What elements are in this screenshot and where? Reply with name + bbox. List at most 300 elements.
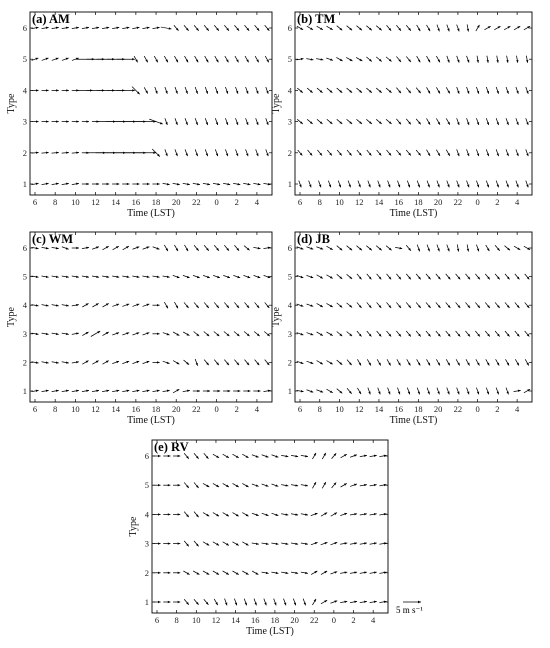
wind-vector-type2-h3 bbox=[360, 571, 367, 573]
wind-vector-type4-h19 bbox=[165, 87, 168, 94]
wind-vector-type1-h3 bbox=[506, 388, 509, 395]
wind-vector-type1-h7 bbox=[306, 390, 313, 393]
wind-vector-type3-h8 bbox=[52, 333, 59, 335]
wind-vector-type6-h2 bbox=[234, 25, 239, 31]
wind-vector-type4-h12 bbox=[357, 302, 362, 308]
x-tick-label: 6 bbox=[32, 404, 38, 414]
wind-vector-type6-h15 bbox=[123, 246, 129, 250]
wind-vector-type4-h21 bbox=[301, 513, 308, 515]
y-tick-label: 3 bbox=[287, 116, 292, 127]
wind-vector-type5-h17 bbox=[142, 276, 149, 278]
x-tick-label: 22 bbox=[453, 404, 463, 414]
wind-vector-type5-h10 bbox=[336, 57, 342, 61]
wind-vector-type4-h21 bbox=[446, 87, 450, 93]
wind-vector-type1-h11 bbox=[348, 181, 351, 188]
wind-vector-type3-h19 bbox=[426, 331, 431, 337]
wind-vector-type1-h4 bbox=[253, 390, 260, 392]
wind-vector-type3-h1 bbox=[225, 118, 228, 125]
wind-vector-type1-h7 bbox=[309, 181, 312, 188]
wind-vector-type5-h21 bbox=[446, 274, 451, 280]
wind-vector-type1-h20 bbox=[437, 181, 440, 188]
x-tick-label: 8 bbox=[317, 404, 322, 414]
wind-vector-type1-h2 bbox=[350, 601, 357, 603]
wind-vector-type6-h12 bbox=[213, 454, 219, 458]
wind-vector-type1-h15 bbox=[122, 183, 129, 185]
wind-vector-type2-h23 bbox=[467, 149, 470, 156]
wind-vector-type3-h10 bbox=[72, 120, 79, 122]
panel-title: (c) WM bbox=[32, 232, 74, 246]
wind-vector-type5-h16 bbox=[396, 56, 401, 62]
wind-vector-type5-h19 bbox=[427, 56, 431, 62]
x-tick-label: 6 bbox=[32, 197, 38, 207]
wind-vector-type4-h11 bbox=[82, 303, 88, 307]
wind-vector-type6-h20 bbox=[291, 455, 298, 457]
wind-vector-type1-h9 bbox=[62, 390, 69, 392]
wind-vector-type5-h5 bbox=[525, 274, 530, 280]
wind-vector-type1-h10 bbox=[72, 390, 79, 392]
wind-vector-type1-h12 bbox=[214, 599, 218, 605]
wind-vector-type5-h11 bbox=[346, 57, 352, 61]
wind-vector-type5-h19 bbox=[163, 276, 170, 278]
wind-vector-type4-h1 bbox=[224, 302, 229, 308]
wind-vector-type2-h3 bbox=[505, 359, 509, 365]
panel-title: (d) JB bbox=[297, 232, 330, 246]
wind-vector-type1-h15 bbox=[388, 181, 391, 188]
wind-vector-type1-h5 bbox=[526, 181, 529, 188]
wind-vector-type2-h22 bbox=[195, 149, 198, 156]
wind-vector-type6-h21 bbox=[301, 455, 308, 457]
wind-vector-type1-h2 bbox=[233, 390, 240, 392]
wind-vector-type3-h20 bbox=[173, 332, 179, 336]
wind-vector-type2-h4 bbox=[255, 360, 260, 366]
wind-vector-type4-h7 bbox=[41, 89, 48, 91]
y-tick-label: 5 bbox=[144, 480, 149, 491]
wind-vector-type5-h3 bbox=[243, 275, 250, 278]
plot-frame bbox=[30, 232, 272, 402]
wind-vector-type1-h11 bbox=[82, 183, 89, 185]
y-tick-label: 1 bbox=[22, 386, 27, 396]
wind-vector-type2-h14 bbox=[377, 150, 382, 156]
wind-vector-type6-h3 bbox=[505, 246, 511, 251]
x-tick-label: 10 bbox=[335, 404, 344, 414]
wind-vector-type3-h12 bbox=[356, 119, 362, 124]
wind-vector-type4-h7 bbox=[306, 304, 313, 307]
wind-vector-type3-h8 bbox=[173, 542, 180, 544]
wind-vector-type5-h10 bbox=[194, 482, 199, 488]
y-tick-label: 2 bbox=[287, 357, 292, 368]
wind-vector-type6-h8 bbox=[173, 455, 180, 457]
wind-vector-type2-h1 bbox=[486, 359, 490, 365]
x-tick-label: 22 bbox=[453, 197, 463, 207]
plot-frame bbox=[295, 12, 532, 195]
wind-vector-type5-h17 bbox=[262, 484, 269, 487]
x-tick-label: 16 bbox=[251, 615, 260, 625]
wind-vector-type3-h6 bbox=[297, 119, 303, 124]
wind-vector-type1-h12 bbox=[357, 388, 361, 394]
wind-vector-type4-h16 bbox=[396, 302, 401, 308]
wind-vector-type3-h6 bbox=[153, 542, 160, 544]
wind-vector-type1-h20 bbox=[293, 599, 296, 606]
wind-vector-type5-h19 bbox=[164, 56, 168, 62]
wind-vector-type5-h8 bbox=[316, 58, 323, 60]
wind-vector-type2-h8 bbox=[52, 152, 59, 154]
wind-vector-type5-h9 bbox=[326, 58, 333, 61]
x-tick-label: 18 bbox=[414, 197, 423, 207]
wind-vector-type6-h6 bbox=[153, 455, 160, 457]
wind-vector-type6-h7 bbox=[163, 455, 170, 457]
wind-vector-type6-h1 bbox=[486, 245, 490, 251]
wind-vector-type3-h16 bbox=[396, 331, 401, 337]
wind-vector-type1-h9 bbox=[184, 599, 189, 605]
wind-vector-type1-h18 bbox=[153, 390, 160, 392]
wind-vector-type5-h3 bbox=[506, 56, 508, 63]
wind-vector-type4-h18 bbox=[155, 87, 158, 94]
panel-1 bbox=[271, 12, 532, 219]
wind-vector-type6-h16 bbox=[132, 247, 139, 250]
wind-vector-type6-h20 bbox=[437, 245, 440, 252]
x-tick-label: 8 bbox=[53, 197, 58, 207]
wind-vector-type5-h2 bbox=[496, 56, 498, 63]
wind-vector-type6-h18 bbox=[272, 455, 279, 458]
wind-vector-type2-h17 bbox=[406, 150, 411, 156]
wind-vector-type4-h10 bbox=[72, 89, 79, 91]
wind-vector-type4-h22 bbox=[195, 87, 198, 94]
wind-vector-type3-h23 bbox=[204, 331, 210, 336]
wind-vector-type1-h1 bbox=[486, 388, 489, 395]
wind-vector-type3-h6 bbox=[31, 120, 38, 122]
wind-vector-type1-h9 bbox=[328, 181, 331, 188]
wind-vector-type6-h12 bbox=[356, 246, 362, 251]
wind-vector-type6-h2 bbox=[494, 26, 500, 30]
wind-vector-type2-h19 bbox=[281, 572, 288, 574]
x-tick-label: 18 bbox=[151, 404, 161, 414]
wind-vector-type2-h4 bbox=[516, 149, 519, 156]
wind-vector-type6-h10 bbox=[72, 247, 79, 249]
wind-vector-type5-h15 bbox=[122, 276, 129, 278]
x-tick-label: 14 bbox=[111, 197, 120, 207]
wind-vector-type6-h16 bbox=[396, 25, 401, 31]
wind-vector-type2-h13 bbox=[367, 359, 371, 365]
wind-vector-type2-h3 bbox=[245, 360, 250, 366]
wind-vector-type2-h1 bbox=[340, 571, 347, 573]
wind-vector-type3-h17 bbox=[262, 543, 269, 545]
wind-vector-type1-h4 bbox=[514, 390, 521, 392]
y-tick-label: 2 bbox=[287, 147, 292, 158]
x-tick-label: 18 bbox=[414, 404, 423, 414]
wind-vector-type3-h0 bbox=[475, 331, 480, 337]
wind-vector-type4-h17 bbox=[406, 302, 411, 308]
wind-vector-type6-h11 bbox=[347, 26, 353, 31]
wind-vector-type2-h2 bbox=[236, 149, 239, 156]
wind-vector-type3-h0 bbox=[214, 331, 220, 336]
wind-vector-type6-h0 bbox=[332, 453, 337, 459]
wind-vector-type2-h11 bbox=[347, 360, 352, 366]
wind-vector-type3-h5 bbox=[379, 542, 386, 544]
wind-vector-type2-h0 bbox=[476, 149, 479, 156]
wind-vector-type1-h12 bbox=[358, 181, 361, 188]
wind-vector-type4-h1 bbox=[486, 87, 489, 94]
wind-vector-type3-h2 bbox=[236, 118, 239, 125]
wind-vector-type3-h19 bbox=[281, 543, 288, 545]
wind-vector-type6-h3 bbox=[504, 26, 510, 30]
wind-vector-type6-h19 bbox=[161, 27, 172, 30]
wind-vector-type3-h13 bbox=[223, 542, 229, 546]
wind-vector-type5-h19 bbox=[426, 274, 431, 280]
wind-vector-type5-h13 bbox=[223, 483, 229, 487]
wind-vector-type1-h17 bbox=[407, 181, 410, 188]
wind-vector-type6-h14 bbox=[376, 246, 382, 251]
wind-vector-type1-h10 bbox=[194, 599, 199, 605]
wind-vector-type6-h4 bbox=[253, 247, 260, 249]
x-tick-label: 0 bbox=[214, 197, 219, 207]
wind-vector-type2-h23 bbox=[466, 359, 470, 365]
wind-vector-type5-h4 bbox=[516, 56, 518, 63]
wind-vector-type2-h2 bbox=[496, 359, 500, 365]
wind-vector-type4-h12 bbox=[213, 513, 219, 517]
wind-vector-type3-h1 bbox=[340, 542, 347, 544]
y-tick-label: 3 bbox=[22, 328, 27, 339]
wind-vector-type4-h15 bbox=[117, 89, 135, 91]
wind-vector-type6-h10 bbox=[337, 26, 343, 31]
wind-vector-type3-h22 bbox=[456, 331, 461, 337]
wind-vector-type3-h12 bbox=[91, 331, 100, 336]
wind-vector-type1-h14 bbox=[112, 390, 119, 392]
wind-vector-type3-h11 bbox=[82, 332, 88, 336]
wind-vector-type1-h19 bbox=[163, 183, 170, 185]
wind-vector-type1-h4 bbox=[253, 183, 260, 185]
wind-vector-type2-h21 bbox=[184, 360, 190, 365]
wind-vector-type4-h10 bbox=[72, 304, 79, 306]
wind-vector-type3-h3 bbox=[244, 331, 250, 336]
wind-vector-type5-h12 bbox=[213, 483, 219, 487]
wind-vector-type3-h1 bbox=[486, 118, 489, 125]
wind-vector-type4-h3 bbox=[506, 87, 509, 94]
wind-vector-type1-h20 bbox=[173, 183, 180, 185]
wind-vector-type3-h3 bbox=[246, 118, 249, 125]
wind-vector-type1-h4 bbox=[516, 181, 519, 188]
x-tick-label: 10 bbox=[71, 404, 80, 414]
wind-vector-type3-h9 bbox=[62, 120, 69, 122]
wind-vector-type1-h17 bbox=[264, 599, 267, 606]
wind-vector-type4-h5 bbox=[526, 87, 529, 94]
wind-vector-type1-h15 bbox=[122, 390, 129, 392]
x-tick-label: 2 bbox=[495, 404, 500, 414]
wind-vector-type2-h6 bbox=[31, 152, 38, 154]
x-tick-label: 0 bbox=[475, 197, 480, 207]
wind-vector-type6-h14 bbox=[376, 26, 382, 31]
panel-0 bbox=[6, 12, 272, 219]
x-tick-label: 6 bbox=[154, 615, 160, 625]
wind-vector-type3-h16 bbox=[396, 119, 401, 125]
x-tick-label: 4 bbox=[254, 197, 260, 207]
wind-vector-type4-h14 bbox=[232, 513, 238, 517]
wind-vector-type4-h12 bbox=[92, 303, 98, 307]
wind-vector-type4-h9 bbox=[327, 88, 333, 93]
wind-vector-type2-h9 bbox=[327, 150, 332, 156]
wind-vector-type4-h19 bbox=[281, 513, 288, 515]
wind-vector-type4-h20 bbox=[175, 87, 178, 94]
wind-vector-type2-h23 bbox=[321, 571, 327, 575]
wind-vector-type3-h7 bbox=[307, 119, 313, 124]
wind-vector-type1-h9 bbox=[326, 389, 332, 393]
wind-vector-type4-h8 bbox=[52, 89, 59, 91]
wind-vector-type3-h23 bbox=[205, 118, 208, 125]
wind-vector-type4-h13 bbox=[367, 302, 372, 308]
wind-vector-type4-h22 bbox=[457, 87, 460, 94]
wind-vector-type5-h10 bbox=[337, 274, 343, 279]
wind-vector-type5-h7 bbox=[42, 276, 49, 278]
wind-vector-type4-h1 bbox=[225, 87, 228, 94]
wind-vector-type1-h14 bbox=[378, 181, 381, 188]
wind-vector-type3-h22 bbox=[311, 542, 318, 545]
wind-vector-type4-h2 bbox=[234, 302, 239, 308]
wind-vector-type3-h14 bbox=[112, 332, 119, 335]
wind-vector-type1-h3 bbox=[506, 181, 509, 188]
wind-vector-type5-h7 bbox=[42, 58, 49, 61]
wind-vector-type2-h8 bbox=[52, 361, 59, 363]
wind-vector-type5-h0 bbox=[215, 56, 219, 62]
wind-vector-type5-h8 bbox=[173, 484, 180, 486]
wind-vector-type1-h23 bbox=[321, 600, 327, 604]
wind-vector-type5-h14 bbox=[232, 483, 238, 487]
wind-vector-type4-h22 bbox=[456, 302, 461, 308]
wind-vector-type2-h5 bbox=[525, 359, 529, 365]
wind-vector-type3-h5 bbox=[264, 331, 270, 336]
wind-vector-type3-h10 bbox=[194, 541, 199, 547]
wind-vector-type5-h12 bbox=[356, 57, 362, 61]
wind-vector-type1-h13 bbox=[102, 390, 109, 392]
wind-vector-type5-h3 bbox=[505, 274, 510, 280]
wind-vector-type6-h22 bbox=[312, 453, 316, 459]
wind-vector-type2-h22 bbox=[456, 359, 460, 365]
y-tick-label: 1 bbox=[22, 179, 27, 189]
wind-vector-type6-h7 bbox=[42, 27, 49, 29]
wind-vector-type6-h2 bbox=[234, 245, 239, 251]
x-tick-label: 10 bbox=[335, 197, 344, 207]
wind-vector-type5-h17 bbox=[406, 56, 411, 62]
wind-vector-type5-h17 bbox=[144, 56, 148, 62]
wind-vector-type5-h19 bbox=[281, 484, 288, 486]
wind-vector-type1-h8 bbox=[52, 390, 59, 392]
wind-vector-type4-h17 bbox=[406, 88, 411, 94]
wind-vector-type1-h1 bbox=[486, 181, 489, 188]
wind-vector-type6-h21 bbox=[447, 245, 450, 252]
wind-vector-type4-h13 bbox=[366, 88, 372, 93]
wind-vector-type3-h8 bbox=[317, 332, 323, 336]
x-tick-label: 4 bbox=[254, 404, 260, 414]
x-axis-label: Time (LST) bbox=[389, 415, 438, 426]
wind-vector-type1-h16 bbox=[132, 390, 139, 392]
wind-vector-type6-h8 bbox=[316, 247, 323, 250]
wind-vector-type1-h22 bbox=[457, 388, 460, 395]
y-tick-label: 6 bbox=[287, 243, 292, 253]
wind-vector-type6-h4 bbox=[514, 246, 520, 250]
wind-vector-type1-h13 bbox=[225, 599, 228, 606]
wind-vector-type4-h7 bbox=[163, 513, 170, 515]
wind-vector-type6-h4 bbox=[255, 25, 260, 31]
panel-title: (a) AM bbox=[32, 12, 70, 26]
wind-vector-type3-h15 bbox=[386, 119, 392, 124]
wind-vector-type2-h20 bbox=[436, 150, 440, 156]
wind-vector-type5-h14 bbox=[376, 57, 382, 62]
wind-vector-type1-h0 bbox=[213, 390, 220, 392]
wind-vector-type2-h10 bbox=[72, 361, 79, 363]
wind-vector-type1-h11 bbox=[204, 599, 209, 605]
wind-vector-type6-h0 bbox=[476, 245, 479, 252]
wind-vector-type3-h20 bbox=[291, 543, 298, 545]
wind-vector-type6-h7 bbox=[307, 26, 313, 30]
wind-vector-type5-h20 bbox=[436, 56, 440, 62]
y-tick-label: 6 bbox=[22, 243, 27, 253]
wind-vector-type4-h9 bbox=[326, 303, 332, 307]
wind-vector-type3-h5 bbox=[526, 118, 529, 125]
wind-vector-type2-h14 bbox=[112, 361, 119, 364]
wind-vector-type5-h9 bbox=[62, 58, 69, 61]
wind-vector-type3-h10 bbox=[337, 119, 343, 124]
y-tick-label: 6 bbox=[287, 23, 292, 33]
wind-vector-type6-h0 bbox=[214, 245, 219, 251]
x-tick-label: 12 bbox=[211, 615, 221, 625]
wind-vector-type2-h18 bbox=[152, 361, 159, 363]
wind-vector-type2-h21 bbox=[446, 150, 450, 156]
wind-vector-type4-h5 bbox=[379, 513, 386, 515]
wind-vector-type5-h1 bbox=[341, 483, 347, 487]
wind-vector-type5-h15 bbox=[117, 58, 135, 60]
wind-vector-type1-h17 bbox=[142, 183, 149, 185]
wind-vector-type4-h14 bbox=[377, 302, 382, 308]
wind-vector-type3-h19 bbox=[427, 118, 431, 124]
wind-vector-type4-h15 bbox=[242, 513, 248, 517]
y-tick-label: 3 bbox=[287, 328, 292, 339]
wind-vector-type5-h13 bbox=[367, 274, 372, 280]
x-tick-label: 16 bbox=[394, 404, 403, 414]
wind-vector-type2-h7 bbox=[306, 361, 313, 364]
wind-vector-type1-h10 bbox=[72, 183, 79, 185]
x-tick-label: 12 bbox=[354, 404, 364, 414]
y-tick-label: 5 bbox=[287, 54, 292, 65]
wind-vector-type6-h7 bbox=[306, 247, 313, 250]
wind-vector-type1-h5 bbox=[263, 390, 270, 392]
wind-vector-type4-h2 bbox=[495, 302, 500, 308]
wind-vector-type2-h23 bbox=[205, 149, 208, 156]
wind-vector-type5-h11 bbox=[347, 274, 353, 279]
wind-vector-type4-h9 bbox=[62, 304, 69, 306]
x-tick-label: 8 bbox=[317, 197, 322, 207]
wind-vector-type5-h1 bbox=[225, 56, 229, 62]
wind-vector-type3-h15 bbox=[242, 542, 248, 546]
y-tick-label: 4 bbox=[22, 300, 27, 311]
wind-vector-type1-h10 bbox=[337, 389, 343, 394]
wind-vector-type6-h19 bbox=[281, 455, 288, 457]
wind-vector-type6-h5 bbox=[265, 25, 270, 31]
wind-vector-type4-h13 bbox=[223, 513, 229, 517]
wind-vector-type6-h3 bbox=[245, 25, 250, 31]
y-axis-label: Type bbox=[6, 93, 17, 114]
wind-vector-type4-h11 bbox=[347, 303, 353, 308]
wind-vector-type4-h2 bbox=[350, 513, 357, 515]
wind-vector-type1-h10 bbox=[338, 181, 341, 188]
wind-vector-type4-h15 bbox=[387, 302, 392, 308]
wind-vector-type1-h11 bbox=[82, 390, 89, 392]
wind-vector-type3-h2 bbox=[496, 118, 499, 125]
wind-vector-type4-h3 bbox=[505, 302, 510, 308]
wind-vector-type6-h18 bbox=[417, 245, 420, 252]
wind-vector-type2-h10 bbox=[72, 152, 79, 154]
wind-vector-type4-h23 bbox=[321, 513, 327, 517]
wind-vector-type5-h22 bbox=[456, 274, 461, 280]
wind-vector-type4-h8 bbox=[317, 303, 323, 307]
wind-vector-type5-h21 bbox=[447, 56, 450, 63]
